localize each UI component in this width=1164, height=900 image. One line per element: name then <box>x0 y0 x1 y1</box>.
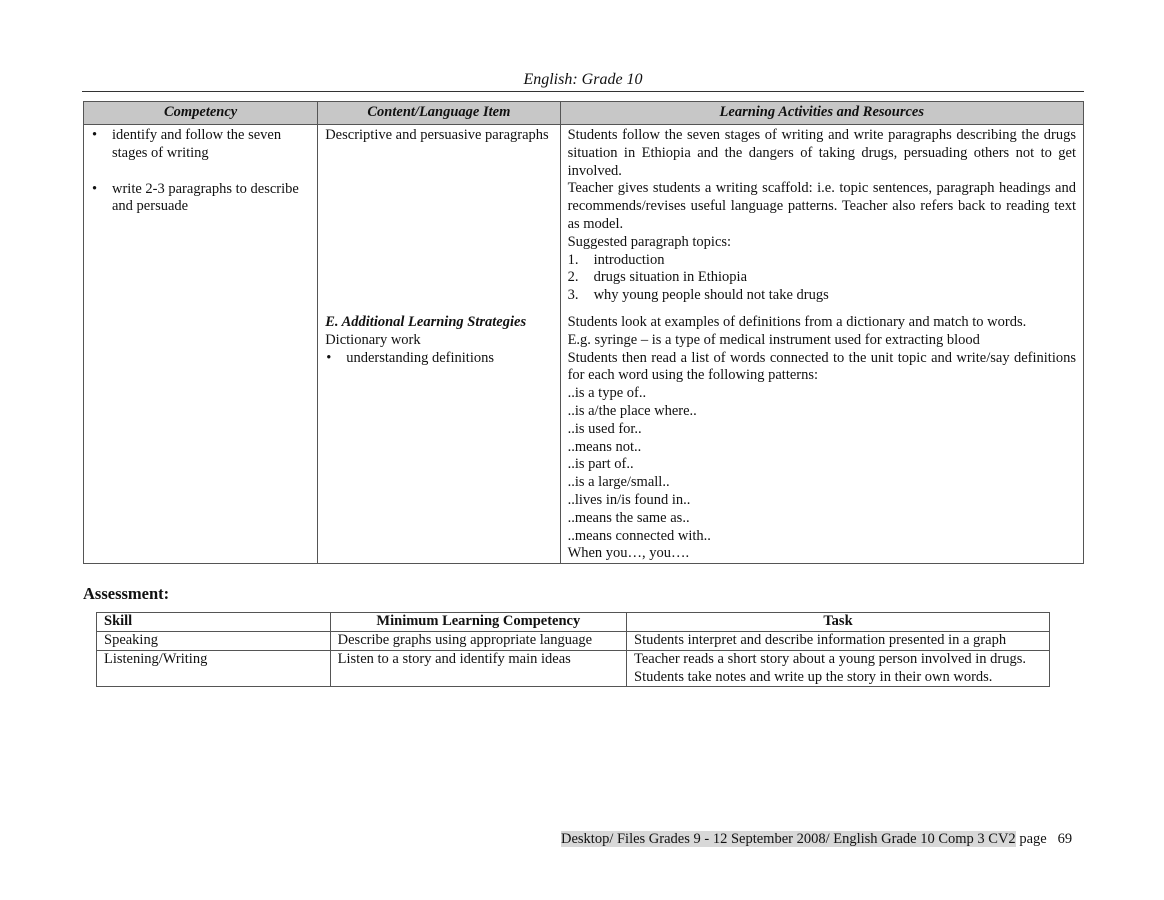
strategy-list <box>325 350 552 368</box>
list-item: 1. introduction <box>567 251 665 268</box>
competency-item: • write 2-3 paragraphs to describe and persuade <box>91 181 310 217</box>
footer-path: Desktop/ Files Grades 9 - 12 September 2008/ English Grade 10 Comp 3 CV2 <box>561 831 1016 847</box>
patterns-list <box>568 385 1076 563</box>
strategy-subtitle: Dictionary work <box>325 331 421 348</box>
competency-item: • identify and follow the seven stages of writing <box>91 127 310 163</box>
competency-list <box>91 127 310 216</box>
task-cell: Students interpret and describe information presented in a graph <box>627 632 1050 651</box>
list-item: When you…, you…. <box>567 545 690 562</box>
strategy-cell <box>318 314 560 564</box>
task-cell: Teacher reads a short story about a young person involved in drugs. Students take notes and write up the story in their own words. <box>627 650 1050 687</box>
table-row <box>84 125 1084 314</box>
curriculum-table <box>83 101 1084 564</box>
list-item: ..means the same as.. <box>567 509 690 526</box>
header-competency: Competency <box>84 102 318 125</box>
assessment-table <box>96 612 1050 687</box>
strategy-item: • understanding definitions <box>325 350 552 368</box>
table-row <box>97 650 1050 687</box>
header-learning-activities: Learning Activities and Resources <box>560 102 1083 125</box>
footer-page-number: 69 <box>1057 831 1073 847</box>
activity-paragraph: Students follow the seven stages of writing and write paragraphs describing the drugs situation in Ethiopia and the dangers of taking drugs, persuading others not to get involved. <box>567 127 1076 179</box>
list-item: ..is part of.. <box>567 456 634 473</box>
table-row <box>97 632 1050 651</box>
header-content-language-item: Content/Language Item <box>318 102 560 125</box>
activities-cell <box>560 125 1083 314</box>
activity-example: E.g. syringe – is a type of medical instrument used for extracting blood <box>567 331 980 348</box>
table-row <box>84 314 1084 564</box>
list-item: ..means connected with.. <box>567 527 711 544</box>
activity-paragraph: Students then read a list of words connected to the unit topic and write/say definitions for each word using the following patterns: <box>567 349 1076 384</box>
activity-paragraph: Suggested paragraph topics: <box>567 233 732 250</box>
curriculum-table-header-row <box>84 102 1084 125</box>
strategy-title: E. Additional Learning Strategies <box>325 313 527 330</box>
header-task: Task <box>627 613 1050 632</box>
skill-cell: Listening/Writing <box>97 650 331 687</box>
list-item: ..lives in/is found in.. <box>567 491 691 508</box>
content-text: Descriptive and persuasive paragraphs <box>325 127 549 143</box>
list-item: 2. drugs situation in Ethiopia <box>567 269 748 286</box>
list-item: ..means not.. <box>567 438 642 455</box>
footer-page-label: page <box>1019 831 1047 847</box>
list-item: ..is a large/small.. <box>567 474 670 491</box>
assessment-heading: Assessment: <box>83 584 170 603</box>
page-header-title: English: Grade 10 <box>523 71 643 88</box>
list-item: ..is a type of.. <box>567 385 647 402</box>
competency-cell: Describe graphs using appropriate language <box>330 632 626 651</box>
activity-paragraph: Teacher gives students a writing scaffold: i.e. topic sentences, paragraph headings and recommends/revises useful language patterns. Teacher also refers back to reading text as model. <box>567 180 1076 232</box>
page-footer <box>561 831 1072 848</box>
list-item: 3. why young people should not take drugs <box>567 287 829 304</box>
activity-paragraph: Students look at examples of definitions from a dictionary and match to words. <box>567 313 1027 330</box>
header-min-competency: Minimum Learning Competency <box>330 613 626 632</box>
header-skill: Skill <box>97 613 331 632</box>
topics-list <box>568 252 1076 305</box>
header-rule <box>82 91 1084 92</box>
competency-cell <box>84 125 318 314</box>
assessment-header-row <box>97 613 1050 632</box>
list-item: ..is used for.. <box>567 420 642 437</box>
skill-cell: Speaking <box>97 632 331 651</box>
competency-cell: Listen to a story and identify main ideas <box>330 650 626 687</box>
strategy-activities-cell <box>560 314 1083 564</box>
content-cell <box>318 125 560 314</box>
competency-cell-empty <box>84 314 318 564</box>
list-item: ..is a/the place where.. <box>567 402 697 419</box>
